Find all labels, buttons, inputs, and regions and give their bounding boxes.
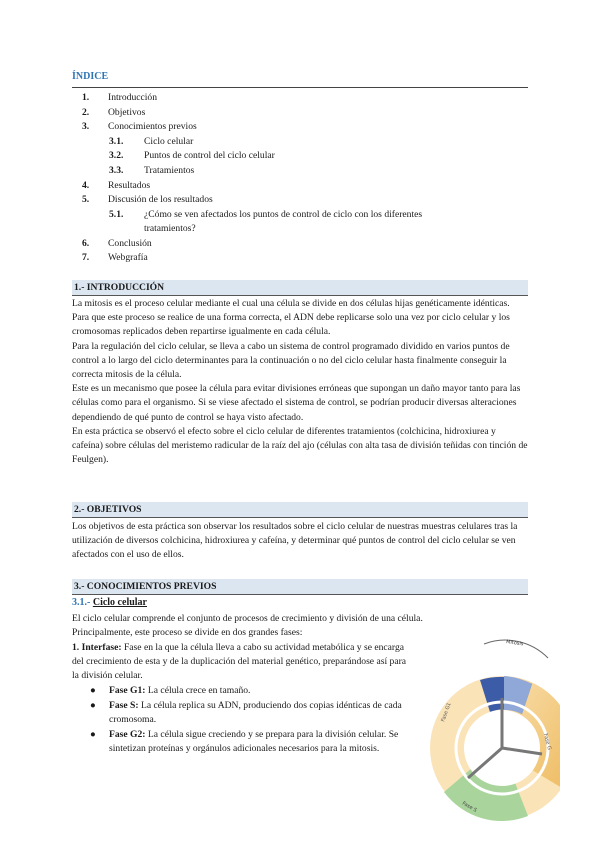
toc-item-label: Resultados xyxy=(108,179,151,191)
bullet-text: La célula sigue creciendo y se prepara para la división celular. Se sintetizan proteínas y orgánulos adicionales necesarios para la mitosis. xyxy=(109,729,399,755)
intro-paragraph: La mitosis es el proceso celular mediante el cual una célula se divide en dos células hijas genéticamente idénticas. Para que este proceso se realice de una forma correcta, el ADN debe replicarse solo una vez por ciclo celular y los cromosomas replicados deben repartirse igualmente en cada célula. xyxy=(72,298,510,338)
toc-item-label: ¿Cómo se ven afectados los puntos de control de ciclo con los diferentes tratamientos? xyxy=(144,208,423,234)
toc-item-label: Webgrafía xyxy=(108,252,148,264)
ciclo-intro-line: Principalmente, este proceso se divide en dos grandes fases: xyxy=(72,627,303,639)
toc-item[interactable] xyxy=(72,91,528,106)
table-of-contents xyxy=(72,91,528,266)
toc-item-number: 1. xyxy=(82,92,90,103)
bullet-label: Fase G1: xyxy=(109,685,146,696)
subsection-number: 3.1.- xyxy=(72,597,91,608)
toc-item-label: Tratamientos xyxy=(144,164,195,176)
toc-item-label: Conocimientos previos xyxy=(108,121,197,133)
intro-body xyxy=(72,297,528,467)
section-heading-objetivos: 2.- OBJETIVOS xyxy=(72,502,528,518)
toc-item[interactable] xyxy=(72,237,528,252)
toc-item[interactable] xyxy=(72,179,528,194)
toc-item-number: 2. xyxy=(82,106,90,118)
objectives-paragraph: Los objetivos de esta práctica son observar los resultados sobre el ciclo celular de nuestras muestras celulares tras la utilización de diversos colchicina, hidroxiurea y cafeína, y determinar qué puntos de control del ciclo celular se ven afectados con el uso de ellos. xyxy=(72,521,518,561)
ciclo-intro-line: El ciclo celular comprende el conjunto de procesos de crecimiento y división de una célula. xyxy=(72,613,423,624)
bullet-text: La célula crece en tamaño. xyxy=(145,685,251,696)
toc-item-number: 3.1. xyxy=(109,135,124,147)
section-heading-conocimientos: 3.- CONOCIMIENTOS PREVIOS xyxy=(72,579,528,595)
toc-item-label: Discusión de los resultados xyxy=(108,194,213,206)
toc-item[interactable] xyxy=(72,251,528,266)
toc-item[interactable] xyxy=(72,193,528,208)
toc-item-number: 3. xyxy=(82,121,90,133)
subsection-title: Ciclo celular xyxy=(92,597,147,608)
label-s: Fase S xyxy=(461,800,478,814)
toc-item[interactable] xyxy=(72,164,528,179)
toc-item[interactable] xyxy=(72,120,528,135)
intro-paragraph: Este es un mecanismo que posee la célula para evitar divisiones erróneas que supongan un daño mayor tanto para las células como para el organismo. Si se viese afectado el sistema de control, se podrían producir diversas alteraciones dependiendo de qué punto de control se haya visto afectado. xyxy=(72,383,521,423)
toc-item-number: 7. xyxy=(82,252,90,264)
toc-item[interactable] xyxy=(72,135,528,150)
toc-item[interactable] xyxy=(72,208,528,237)
toc-item-label: Puntos de control del ciclo celular xyxy=(144,150,275,162)
cell-cycle-diagram xyxy=(424,628,560,840)
intro-paragraph: Para la regulación del ciclo celular, se lleva a cabo un sistema de control programado dividido en varios puntos de control a lo largo del ciclo determinantes para la continuación o no del ciclo celular hasta finalmente conseguir la correcta mitosis de la célula. xyxy=(72,340,510,381)
toc-item-number: 5. xyxy=(82,194,90,206)
bullet-icon: ● xyxy=(90,700,96,711)
toc-divider xyxy=(72,87,528,88)
toc-item-number: 5.1. xyxy=(109,208,124,220)
objectives-body xyxy=(72,520,528,563)
bullet-icon: ● xyxy=(90,729,96,740)
toc-item-number: 3.2. xyxy=(109,150,124,162)
toc-item-label: Ciclo celular xyxy=(144,135,194,147)
toc-item-label: Introducción xyxy=(108,92,158,103)
section-heading-introduccion: 1.- INTRODUCCIÓN xyxy=(72,280,528,296)
toc-item-number: 6. xyxy=(82,237,90,249)
interfase-description xyxy=(72,641,412,684)
toc-item[interactable] xyxy=(72,106,528,121)
subsection-heading-ciclo xyxy=(72,597,147,608)
intro-paragraph: En esta práctica se observó el efecto sobre el ciclo celular de diferentes tratamientos (colchicina, hidroxiurea y cafeína) sobre células del meristemo radicular de la raíz del ajo (células con alta tasa de división teñidas con tinción de Feulgen). xyxy=(72,425,528,466)
toc-item[interactable] xyxy=(72,149,528,164)
toc-item-number: 3.3. xyxy=(109,164,124,176)
bullet-text: La célula replica su ADN, produciendo dos copias idénticas de cada cromosoma. xyxy=(109,700,402,726)
toc-item-label: Objetivos xyxy=(108,106,146,118)
bullet-label: Fase S: xyxy=(109,700,139,711)
toc-item-label: Conclusión xyxy=(108,237,152,249)
label-g1: Fase G1 xyxy=(440,702,453,723)
toc-title: ÍNDICE xyxy=(72,71,109,82)
interfase-text: Fase en la que la célula lleva a cabo su actividad metabólica y se encarga del crecimiento de esta y de la duplicación del material genético, preparándose así para la división celular. xyxy=(72,642,407,682)
interfase-label: 1. Interfase: xyxy=(72,642,122,653)
bullet-icon: ● xyxy=(90,685,96,696)
toc-item-number: 4. xyxy=(82,179,90,191)
label-mitosis: Mitosis xyxy=(505,639,524,648)
label-g2: Fase G xyxy=(542,732,553,751)
bullet-label: Fase G2: xyxy=(109,729,146,740)
